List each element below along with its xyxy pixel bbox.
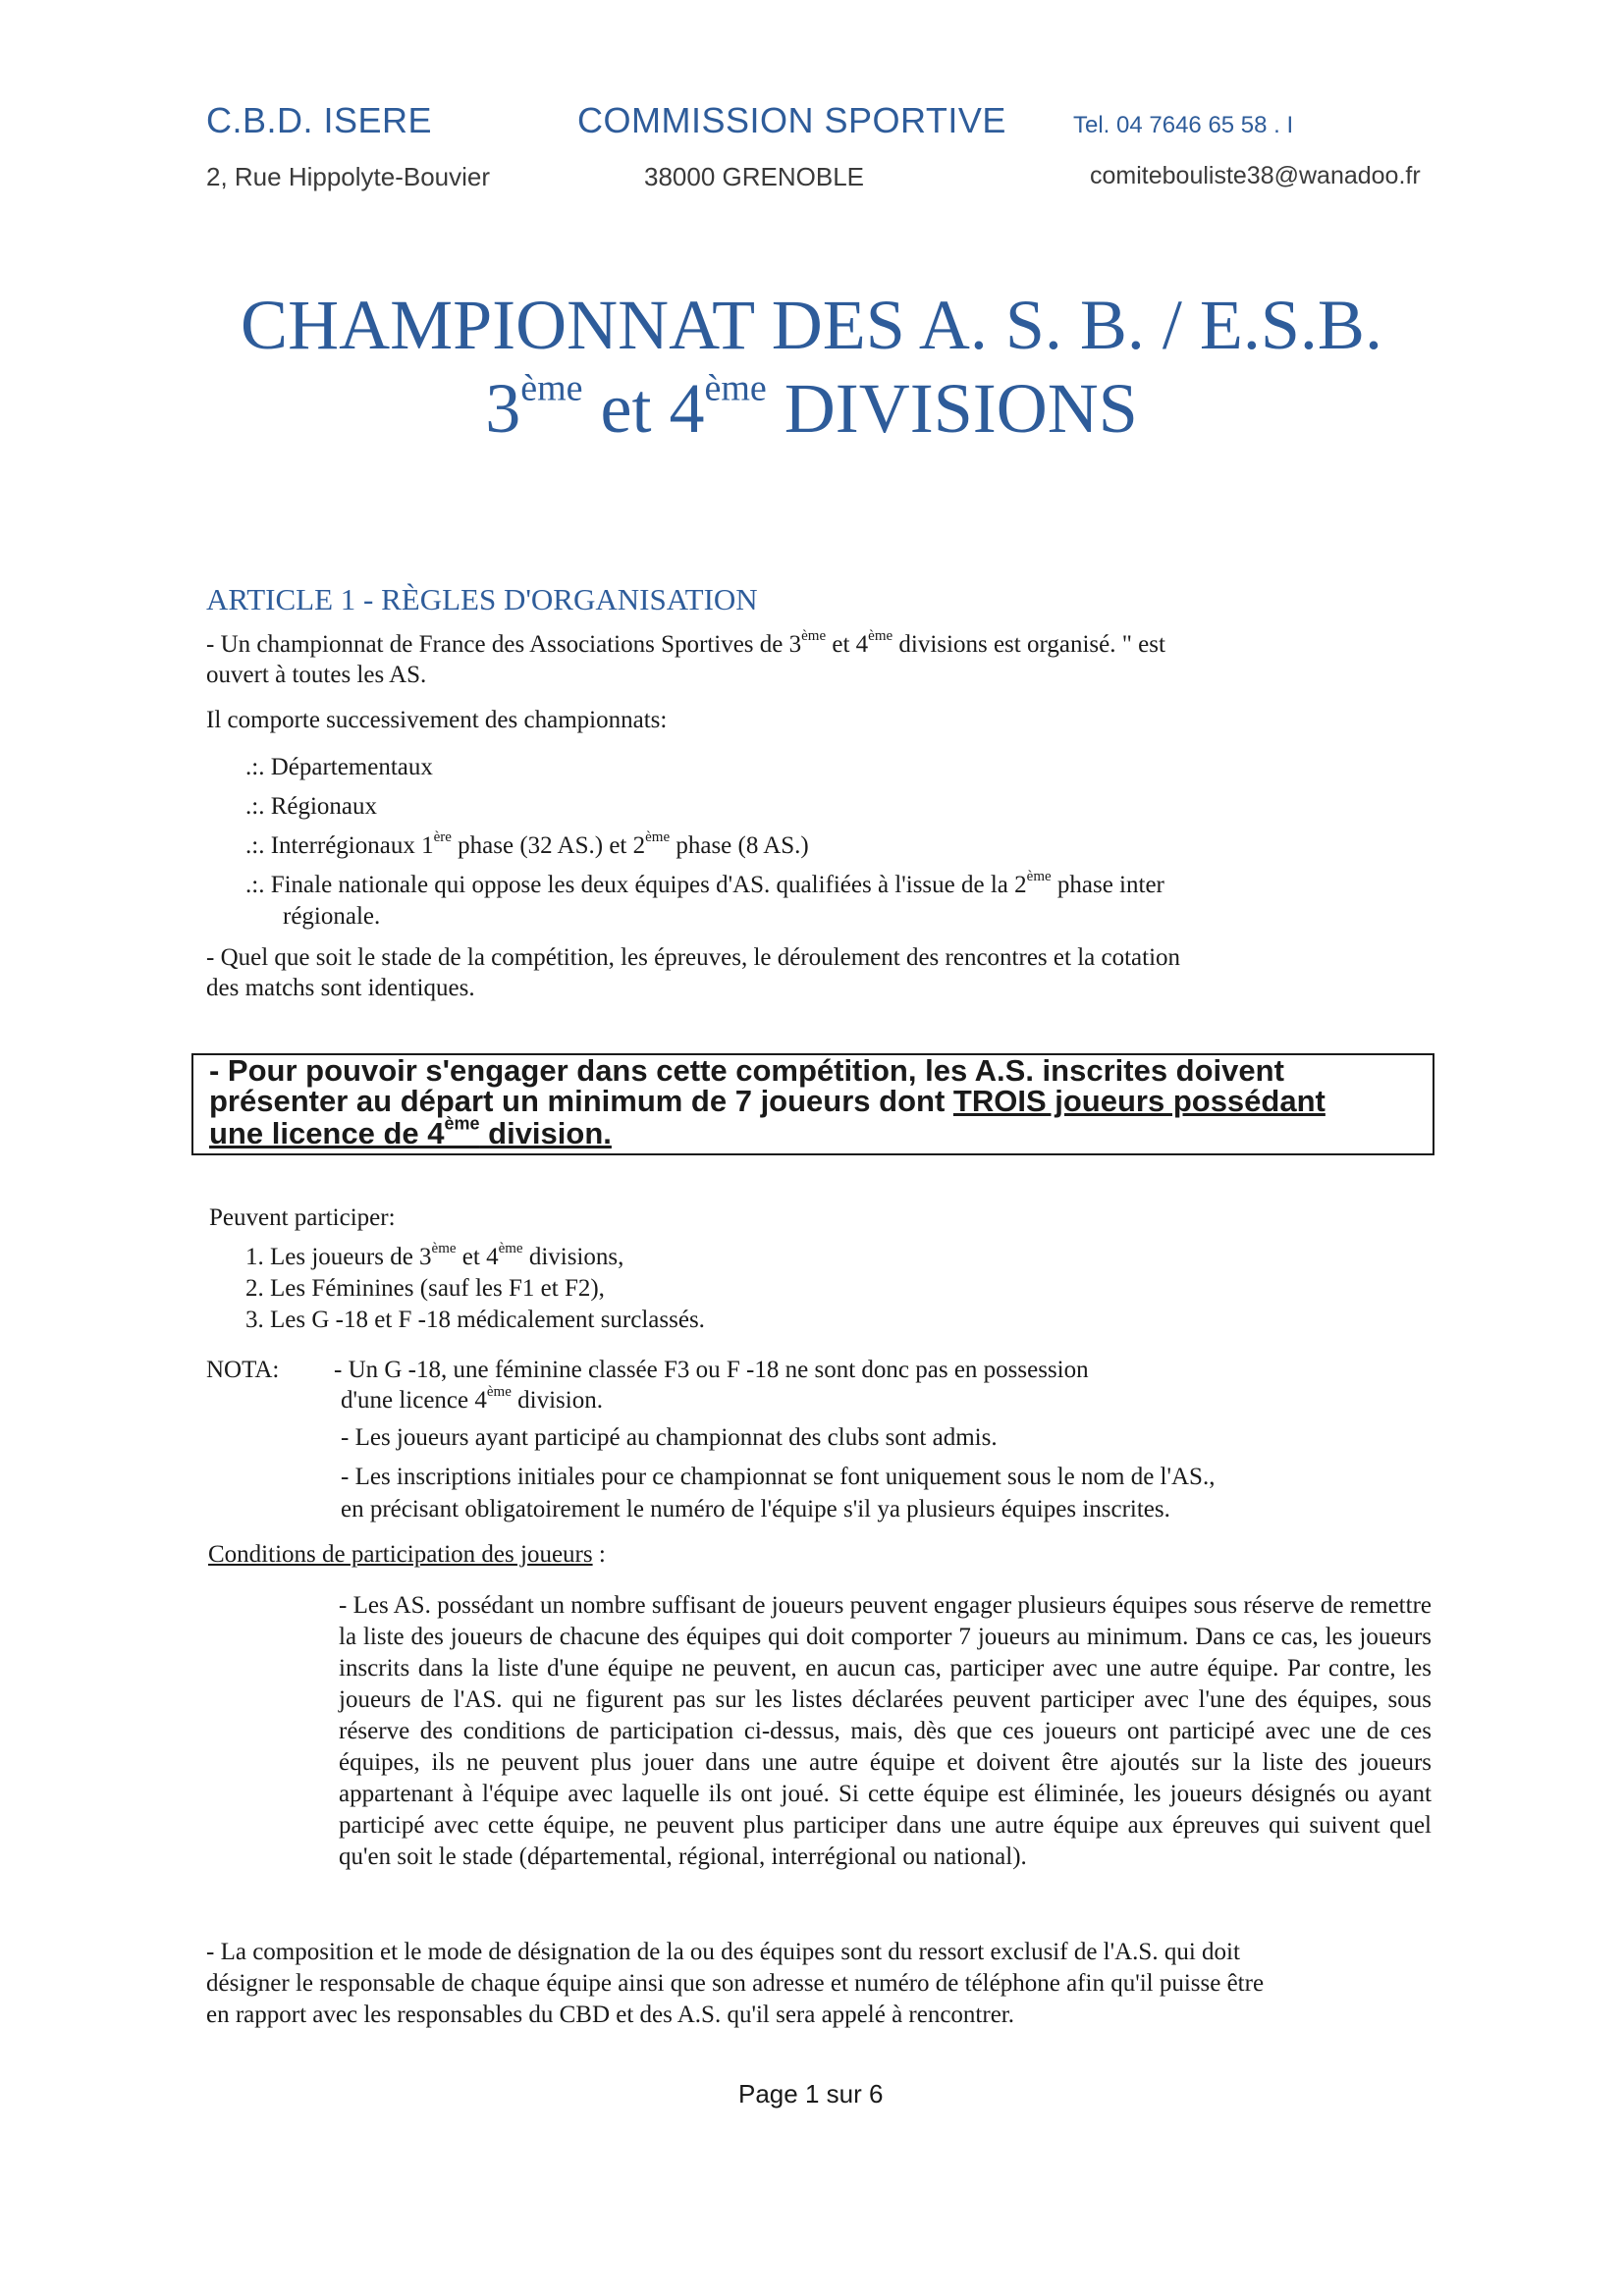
comporte-text: Il comporte successivement des championnats: <box>206 707 668 733</box>
telephone: Tel. 04 7646 65 58 . I <box>1073 112 1294 138</box>
nota-line: d'une licence 4ème division. <box>341 1384 603 1414</box>
city: 38000 GRENOBLE <box>644 162 865 191</box>
document-title-line2: 3ème et 4ème DIVISIONS <box>485 367 1138 448</box>
participant-item: 3. Les G -18 et F -18 médicalement surclassés. <box>245 1307 705 1333</box>
stade-line2: des matchs sont identiques. <box>206 975 475 1001</box>
participant-item: 2. Les Féminines (sauf les F1 et F2), <box>245 1275 605 1302</box>
nota-line: - Les joueurs ayant participé au championnat des clubs sont admis. <box>341 1424 998 1451</box>
article-heading: ARTICLE 1 - RÈGLES D'ORGANISATION <box>206 582 758 616</box>
nota-label: NOTA: <box>206 1357 280 1383</box>
composition-line1: - La composition et le mode de désignation de la ou des équipes sont du ressort exclusif de l'A.S. qui doit <box>206 1939 1240 1965</box>
list-item: .:. Départementaux <box>245 754 433 780</box>
commission-name: COMMISSION SPORTIVE <box>577 100 1006 140</box>
nota-line: en précisant obligatoirement le numéro de l'équipe s'il ya plusieurs équipes inscrites. <box>341 1496 1170 1522</box>
email: comitebouliste38@wanadoo.fr <box>1090 162 1421 189</box>
page-number: Page 1 sur 6 <box>738 2079 884 2109</box>
participants-heading: Peuvent participer: <box>209 1204 396 1231</box>
list-item: .:. Interrégionaux 1ère phase (32 AS.) et 2ème phase (8 AS.) <box>245 829 809 859</box>
document-title-line1: CHAMPIONNAT DES A. S. B. / E.S.B. <box>241 286 1382 364</box>
street-address: 2, Rue Hippolyte-Bouvier <box>206 162 491 191</box>
nota-line: - Un G -18, une féminine classée F3 ou F -18 ne sont donc pas en possession <box>334 1357 1089 1383</box>
nota-line: - Les inscriptions initiales pour ce championnat se font uniquement sous le nom de l'AS., <box>341 1464 1216 1490</box>
participant-item: 1. Les joueurs de 3ème et 4ème divisions, <box>245 1241 624 1270</box>
list-item: .:. Régionaux <box>245 793 378 820</box>
notice-line1: - Pour pouvoir s'engager dans cette compétition, les A.S. inscrites doivent <box>209 1053 1284 1088</box>
composition-line3: en rapport avec les responsables du CBD et des A.S. qu'il sera appelé à rencontrer. <box>206 2002 1014 2028</box>
conditions-heading: Conditions de participation des joueurs : <box>208 1541 606 1568</box>
notice-line3: une licence de 4ème division. <box>209 1113 612 1150</box>
notice-line2: présenter au départ un minimum de 7 joueurs dont TROIS joueurs possédant <box>209 1084 1325 1118</box>
stade-line1: - Quel que soit le stade de la compétition, les épreuves, le déroulement des rencontres et la cotation <box>206 944 1181 971</box>
list-item: .:. Finale nationale qui oppose les deux équipes d'AS. qualifiées à l'issue de la 2ème phase inter <box>245 869 1164 898</box>
org-name: C.B.D. ISERE <box>206 100 433 140</box>
composition-line2: désigner le responsable de chaque équipe ainsi que son adresse et numéro de téléphone afin qu'il puisse être <box>206 1970 1265 1997</box>
intro-line2: ouvert à toutes les AS. <box>206 662 427 688</box>
conditions-paragraph: - Les AS. possédant un nombre suffisant de joueurs peuvent engager plusieurs équipes sous réserve de remettre la liste des joueurs de chacune des équipes qui doit comporter 7 joueurs au minimum. Dans ce cas, les joueurs inscrits dans la liste d'une équipe ne peuvent, en aucun cas, participer avec une autre équipe. Par contre, les joueurs de l'AS. qui ne figurent pas sur les listes déclarées peuvent participer avec l'une des équipes, sous réserve des conditions de participation ci-dessus, mais, dès que ces joueurs ont participé avec une de ces équipes, ils ne peuvent plus jouer dans une autre équipe et doivent être ajoutés sur la liste des joueurs appartenant à l'équipe avec laquelle ils ont joué. Si cette équipe est éliminée, les joueurs désignés ou ayant participé avec cette équipe, ne peuvent plus participer dans une autre équipe aux épreuves qui suivent quel qu'en soit le stade (départemental, régional, interrégional ou national). <box>339 1592 1432 1870</box>
intro-line1: - Un championnat de France des Associations Sportives de 3ème et 4ème divisions est organisé. " est <box>206 628 1165 658</box>
list-item-continuation: régionale. <box>283 903 381 930</box>
